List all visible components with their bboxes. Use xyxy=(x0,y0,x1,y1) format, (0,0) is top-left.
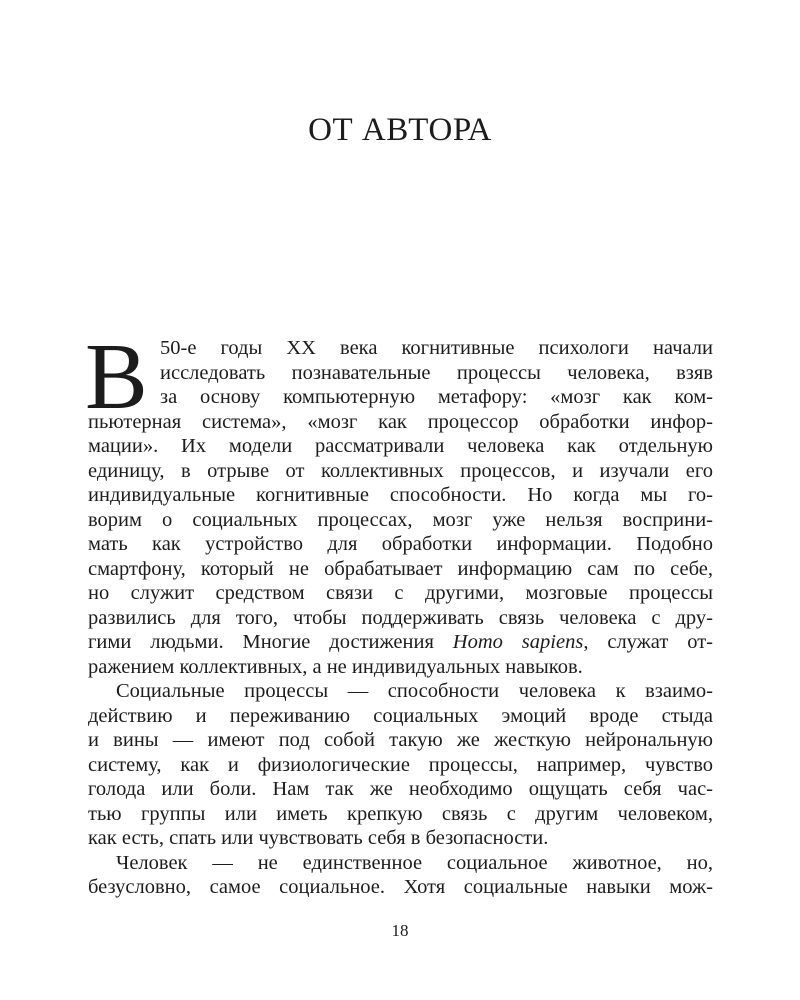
paragraph-first-line: Социальные процессы — способности человека к взаимо- xyxy=(116,680,713,702)
text-line: голода или боли. Нам так же необходимо ощущать себя час- xyxy=(88,778,713,800)
text-line: тью группы или иметь крепкую связь с другим человеком, xyxy=(88,802,713,825)
page-number: 18 xyxy=(391,921,409,940)
text-line: мации». Их модели рассматривали человека как отдельную xyxy=(88,435,713,457)
drop-cap: В xyxy=(85,325,148,429)
text-line: мать как устройство для обработки информации. Подобно xyxy=(88,533,713,555)
page-title: ОТ АВТОРА xyxy=(308,112,492,148)
text-segment: , служат от- xyxy=(583,631,713,653)
paragraph-first-line: Человек — не единственное социальное животное, но, xyxy=(116,851,713,874)
text-line xyxy=(88,630,713,655)
text-line: ворим о социальных процессах, мозг уже нельзя восприни- xyxy=(88,508,713,531)
text-line: безусловно, самое социальное. Хотя социальные навыки мож- xyxy=(88,876,713,898)
body-text xyxy=(85,325,713,900)
text-line: и вины — имеют под собой такую же жесткую нейрональную xyxy=(88,729,713,751)
text-line: исследовать познавательные процессы человека, взяв xyxy=(160,361,713,384)
text-line: как есть, спать или чувствовать себя в безопасности. xyxy=(88,827,549,849)
text-segment: гими людьми. Многие достижения xyxy=(88,631,453,653)
text-line: 50-е годы XX века когнитивные психологи начали xyxy=(160,337,713,359)
text-line: развились для того, чтобы поддерживать связь человека с дру- xyxy=(88,606,713,629)
italic-term: Homo sapiens xyxy=(452,631,584,653)
text-line: систему, как и физиологические процессы, например, чувство xyxy=(88,753,713,776)
text-line: пьютерная система», «мозг как процессор обработки инфор- xyxy=(88,410,713,433)
text-line: единицу, в отрыве от коллективных процессов, и изучали его xyxy=(88,459,713,482)
text-line: индивидуальные когнитивные способности. Но когда мы го- xyxy=(88,484,713,506)
text-line: но служит средством связи с другими, мозговые процессы xyxy=(88,582,713,604)
text-line: смартфону, который не обрабатывает информацию сам по себе, xyxy=(88,557,713,580)
text-line: ражением коллективных, а не индивидуальных навыков. xyxy=(88,655,583,678)
text-line: действию и переживанию социальных эмоций вроде стыда xyxy=(88,704,713,727)
text-line: за основу компьютерную метафору: «мозг как ком- xyxy=(160,386,713,408)
